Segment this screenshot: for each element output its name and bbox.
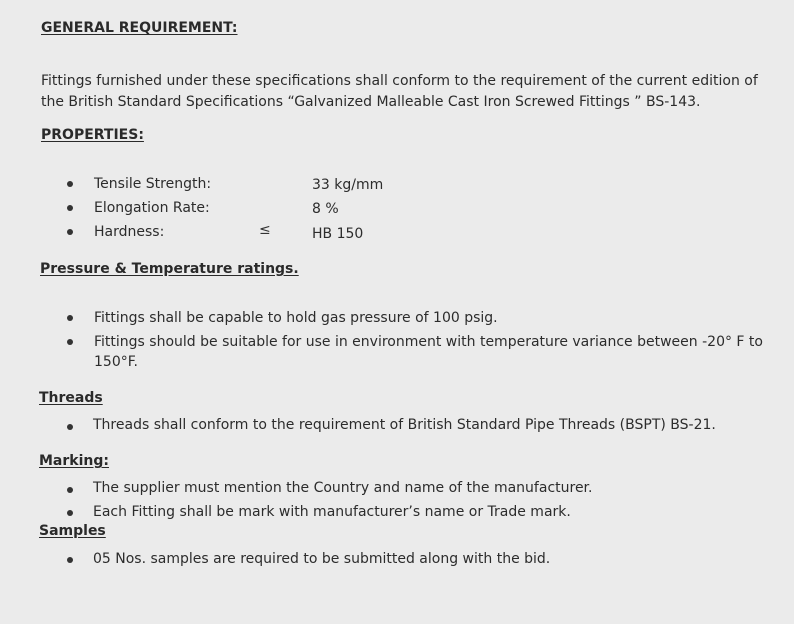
bullet-icon <box>67 487 73 493</box>
property-value-tensile: 33 kg/mm <box>312 177 384 193</box>
property-label-tensile: Tensile Strength: <box>94 176 212 192</box>
general-requirement-line-2: the British Standard Specifications “Galvanized Malleable Cast Iron Screwed Fittings ” BS-143. <box>41 94 701 110</box>
marking-item-1: The supplier must mention the Country and name of the manufacturer. <box>93 480 593 496</box>
marking-item-2: Each Fitting shall be mark with manufacturer’s name or Trade mark. <box>93 504 571 520</box>
general-requirement-heading: GENERAL REQUIREMENT: <box>41 20 238 36</box>
property-value-elongation: 8 % <box>312 201 339 217</box>
properties-heading: PROPERTIES: <box>41 127 144 143</box>
bullet-icon <box>67 181 73 187</box>
bullet-icon <box>67 229 73 235</box>
general-requirement-line-1: Fittings furnished under these specifications shall conform to the requirement of the current edition of <box>41 73 758 89</box>
marking-heading: Marking: <box>39 453 109 469</box>
pressure-item-2-continuation: 150°F. <box>94 354 138 370</box>
property-label-hardness: Hardness: <box>94 224 165 240</box>
samples-item-1: 05 Nos. samples are required to be submitted along with the bid. <box>93 551 551 567</box>
bullet-icon <box>67 315 73 321</box>
pressure-item-1: Fittings shall be capable to hold gas pressure of 100 psig. <box>94 310 498 326</box>
samples-heading: Samples <box>39 523 106 539</box>
less-than-or-equal-symbol: ≤ <box>259 222 271 238</box>
property-value-hardness: HB 150 <box>312 226 364 242</box>
pressure-item-2: Fittings should be suitable for use in environment with temperature variance between -20° F to <box>94 334 763 350</box>
bullet-icon <box>67 424 73 430</box>
bullet-icon <box>67 205 73 211</box>
property-label-elongation: Elongation Rate: <box>94 200 210 216</box>
bullet-icon <box>67 339 73 345</box>
pressure-temperature-heading: Pressure & Temperature ratings. <box>40 261 299 277</box>
threads-heading: Threads <box>39 390 103 406</box>
bullet-icon <box>67 557 73 563</box>
threads-item-1: Threads shall conform to the requirement of British Standard Pipe Threads (BSPT) BS-21. <box>93 417 716 433</box>
bullet-icon <box>67 510 73 516</box>
